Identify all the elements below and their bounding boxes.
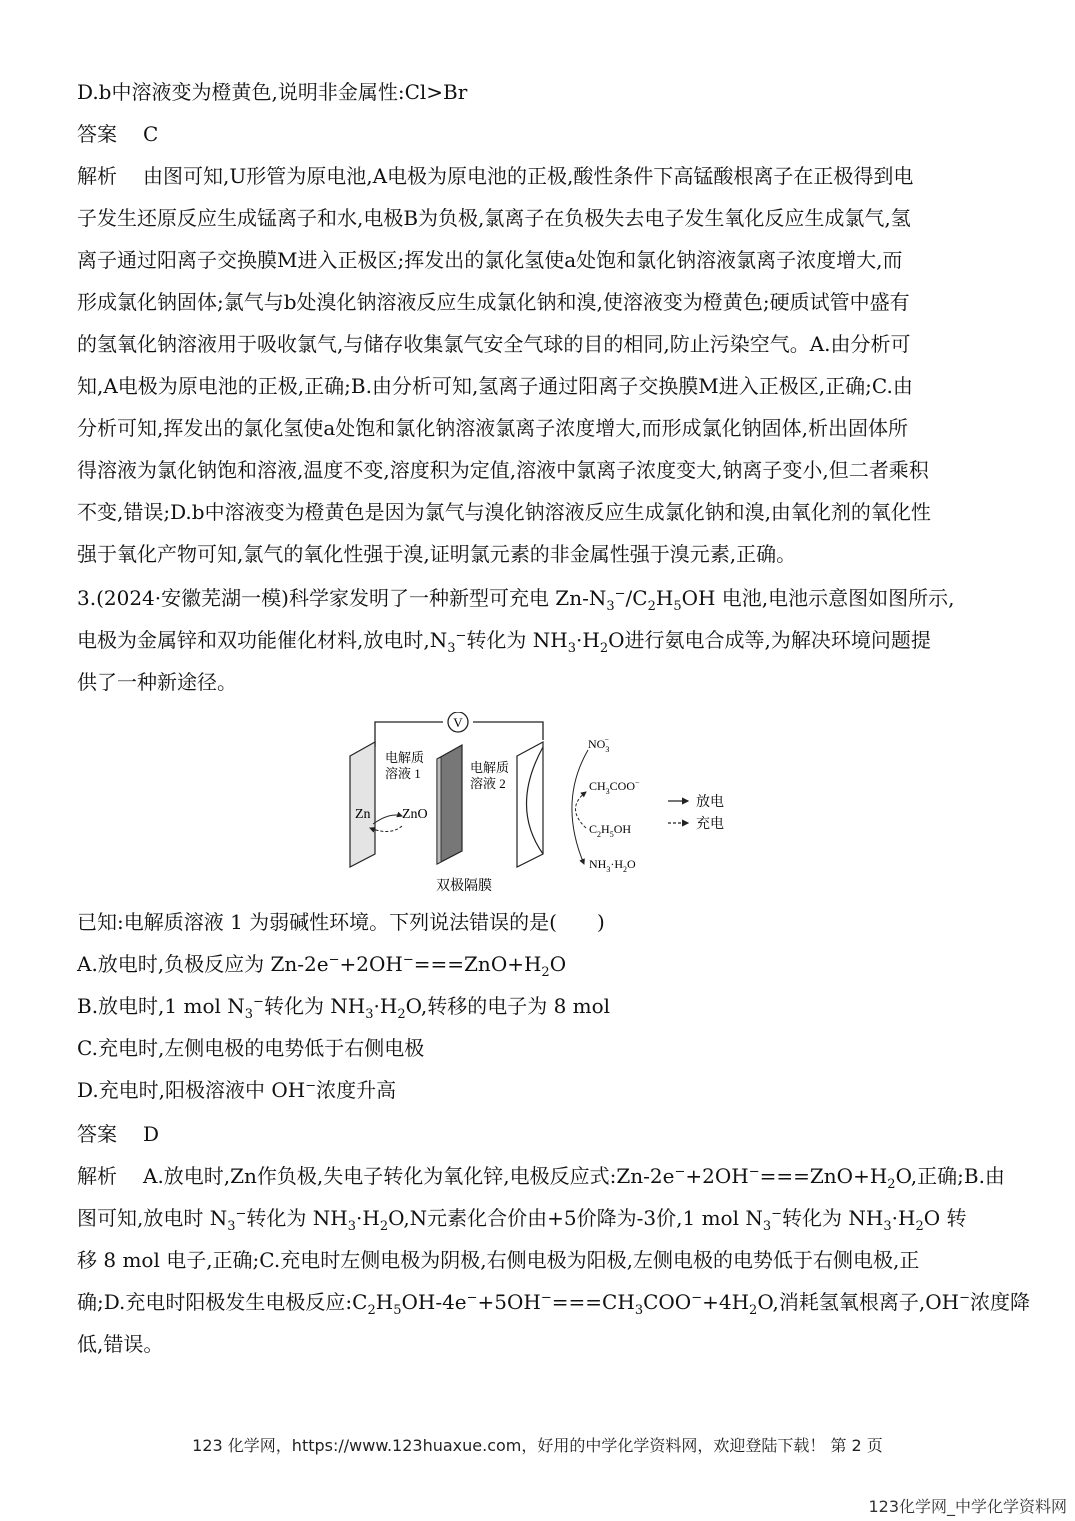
explanation-2-line: 移 8 mol 电子,正确;C.充电时左侧电极为阴极,右侧电极为阳极,左侧电极的电势低于右侧电极,正	[77, 1248, 920, 1272]
voltmeter-label: V	[453, 715, 463, 730]
page-footer: 123 化学网，https://www.123huaxue.com，好用的中学化学资料网，欢迎登陆下载！ 第 2 页	[192, 1436, 883, 1455]
electrolyte-1-label: 电解质	[385, 750, 425, 765]
option-d-prev: D.b中溶液变为橙黄色,说明非金属性:Cl>Br	[77, 80, 468, 104]
zno-label: ZnO	[402, 807, 428, 822]
answer-1: 答案 C	[77, 122, 159, 146]
battery-diagram	[340, 712, 740, 902]
explanation-1-line: 得溶液为氯化钠饱和溶液,温度不变,溶度积为定值,溶液中氯离子浓度变大,钠离子变小,但二者乘积	[77, 458, 929, 482]
ethanol-label: $C_2H_5OH$	[589, 822, 632, 839]
question-3-stem: 供了一种新途径。	[77, 670, 237, 694]
question-3-stem: 3.(2024·安徽芜湖一模)科学家发明了一种新型可充电 $Zn-N_3^-/C_2H_5OH$ 电池,电池示意图如图所示,	[77, 586, 955, 614]
explanation-1-line: 子发生还原反应生成锰离子和水,电极B为负极,氯离子在负极失去电子发生氧化反应生成氯气,氢	[77, 206, 911, 230]
option-d: D.充电时,阳极溶液中 OH−浓度升高	[77, 1078, 397, 1102]
explanation-1-line: 知,A电极为原电池的正极,正确;B.由分析可知,氢离子通过阳离子交换膜M进入正极区,正确;C.由	[77, 374, 913, 398]
explanation-1-line: 离子通过阳离子交换膜M进入正极区;挥发出的氯化氢使a处饱和氯化钠溶液氯离子浓度增大,而	[77, 248, 903, 272]
explanation-2-line: 低,错误。	[77, 1332, 164, 1356]
explanation-1-line: 形成氯化钠固体;氯气与b处溴化钠溶液反应生成氯化钠和溴,使溶液变为橙黄色;硬质试管中盛有	[77, 290, 910, 314]
electrolyte-2-label: 电解质	[470, 760, 510, 775]
explanation-1-line: 不变,错误;D.b中溶液变为橙黄色是因为氯气与溴化钠溶液反应生成氯化钠和溴,由氧化剂的氧化性	[77, 500, 931, 524]
ammonia-label: $NH_3\cdot H_2O$	[589, 857, 636, 874]
explanation-1-line: 的氢氧化钠溶液用于吸收氯气,与储存收集氯气安全气球的目的相同,防止污染空气。A.由分析可	[77, 332, 911, 356]
zn-label: Zn	[355, 807, 371, 822]
membrane-caption: 双极隔膜	[436, 879, 492, 894]
electrolyte-2-label: 溶液 2	[470, 776, 506, 791]
explanation-1-line: 解析 由图可知,U形管为原电池,A电极为原电池的正极,酸性条件下高锰酸根离子在正极得到电	[77, 164, 914, 188]
question-3-stem: 电极为金属锌和双功能催化材料,放电时$,N_3^-$转化为 $NH_3\cdot H_2O$进行氨电合成等,为解决环境问题提	[77, 628, 931, 656]
explanation-2-line: 图可知,放电时 $N_3^-$转化为 $NH_3\cdot H_2O,N$元素化合价由+5价降为-3价,1 mol $N_3^-$转化为 $NH_3\cdot H_2O$ 转	[77, 1206, 967, 1234]
explanation-1-line: 分析可知,挥发出的氯化氢使a处饱和氯化钠溶液氯离子浓度增大,而形成氯化钠固体,析出固体所	[77, 416, 908, 440]
acetate-label: $CH_3COO^-$	[589, 778, 640, 796]
explanation-1-line: 强于氧化产物可知,氯气的氧化性强于溴,证明氯元素的非金属性强于溴元素,正确。	[77, 542, 797, 566]
explanation-2-line: 确;D.充电时阳极发生电极反应$:C_2H_5OH-4e^-+5OH^-===CH_3COO^-+4H_2O$,消耗氢氧根离子,OH−浓度降	[77, 1290, 1031, 1318]
answer-2: 答案 D	[77, 1122, 160, 1146]
option-c: C.充电时,左侧电极的电势低于右侧电极	[77, 1036, 425, 1060]
nitrate-label: $NO_3-$	[588, 735, 610, 754]
legend-discharge: 放电	[696, 795, 724, 810]
known-condition: 已知:电解质溶液 1 为弱碱性环境。下列说法错误的是( )	[77, 910, 605, 934]
zn-electrode	[350, 742, 375, 867]
explanation-2-line: 解析 A.放电时,Zn作负极,失电子转化为氧化锌,电极反应式$:Zn-2e^-+2OH^-===ZnO+H_2O$,正确;B.由	[77, 1164, 1005, 1192]
legend-charge: 充电	[696, 817, 724, 832]
electrolyte-1-label: 溶液 1	[385, 766, 421, 781]
option-b: B.放电时,1 mol $N_3^-$转化为 $NH_3\cdot H_2O$,转移的电子为 8 mol	[77, 994, 611, 1022]
site-watermark: 123化学网_中学化学资料网	[868, 1497, 1067, 1516]
option-a: A.放电时,负极反应为 $Zn-2e^-+2OH^-===ZnO+H_2O$	[77, 952, 567, 980]
